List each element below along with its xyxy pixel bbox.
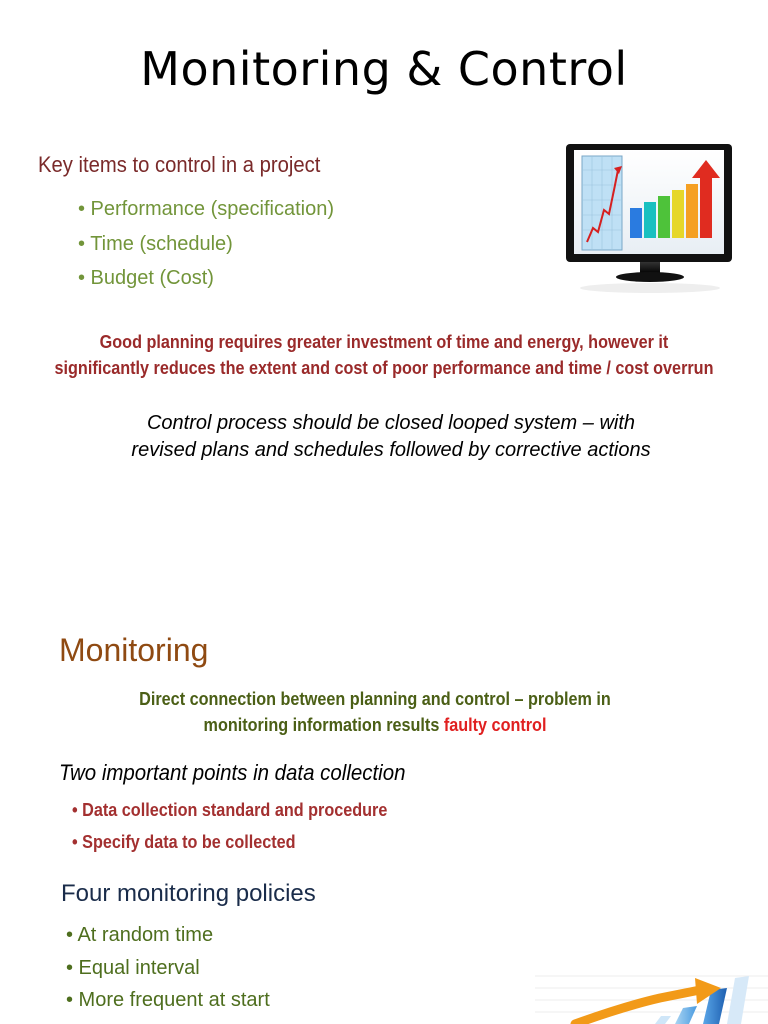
list-item: • Equal interval: [66, 956, 200, 979]
list-item: • Budget (Cost): [78, 267, 214, 289]
list-item: • Data collection standard and procedure: [72, 800, 388, 820]
control-process-line-2: revised plans and schedules followed by corrective actions: [131, 439, 651, 461]
monitoring-desc-text: monitoring information results: [203, 715, 444, 735]
monitor-chart-icon: [560, 130, 740, 300]
data-collection-heading: Two important points in data collection: [59, 760, 406, 785]
faulty-control-highlight: faulty control: [443, 715, 547, 735]
list-item: • More frequent at start: [66, 989, 270, 1011]
planning-note-line-2: significantly reduces the extent and cost of poor performance and time / cost overrun: [54, 358, 714, 378]
list-item: • Time (schedule): [78, 232, 233, 255]
control-process-line-1: Control process should be closed looped system – with: [146, 412, 636, 434]
list-item: • Specify data to be collected: [72, 831, 296, 852]
list-item: • At random time: [66, 924, 214, 946]
policies-heading: Four monitoring policies: [61, 880, 316, 907]
data-collection-list: [72, 797, 422, 860]
monitoring-heading: Monitoring: [59, 632, 209, 668]
monitoring-desc-line-1: Direct connection between planning and control – problem in: [139, 689, 611, 709]
policies-list: [66, 922, 270, 1020]
monitoring-desc-line-2: [38, 712, 713, 738]
bar-chart-arrow-icon: [535, 966, 768, 1024]
control-items-list: [78, 196, 498, 300]
list-item: • Performance (specification): [78, 198, 334, 220]
control-items-heading: Key items to control in a project: [38, 152, 321, 177]
planning-note-line-1: Good planning requires greater investment of time and energy, however it: [99, 332, 669, 352]
page-title: Monitoring & Control: [140, 42, 628, 96]
